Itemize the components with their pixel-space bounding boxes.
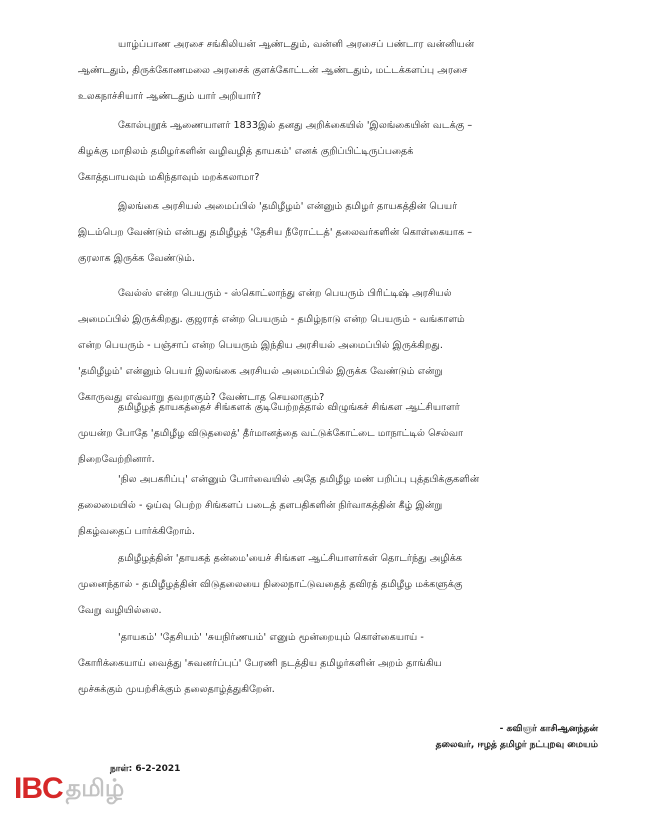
paragraph-3 (78, 194, 598, 272)
ibc-tamil-logo (14, 772, 124, 806)
paragraph-line: நிறைவேற்றினார். (78, 454, 155, 465)
paragraph-7 (78, 546, 598, 624)
paragraph-line: முயன்ற போதே 'தமிழீழ விடுதலைத்' தீர்மானத்தை வட்டுக்கோட்டை மாநாட்டில் செல்வா (78, 428, 464, 439)
paragraph-line: இடம்பெற வேண்டும் என்பது தமிழீழத் 'தேசிய நீரோட்டத்' தலைவர்களின் கொள்கையாக – (78, 227, 473, 238)
paragraph-line: கோல்புறூக் ஆணையாளர் 1833இல் தனது அறிக்கையில் 'இலங்கையின் வடக்கு – (118, 120, 473, 131)
paragraph-line: தமிழீழத்தின் 'தாயகத் தன்மை'யைச் சிங்கள ஆட்சியாளர்கள் தொடர்ந்து அழிக்க (118, 553, 463, 564)
paragraph-5 (78, 395, 598, 473)
paragraph-line: மூச்சுக்கும் முயற்சிக்கும் தலைதாழ்த்துகிறேன். (78, 684, 275, 695)
paragraph-line: உலகநாச்சியார் ஆண்டதும் யார் அறியார்? (78, 91, 262, 102)
paragraph-line: என்ற பெயரும் - பஞ்சாப் என்ற பெயரும் இந்திய அரசியல் அமைப்பில் இருக்கிறது. (78, 340, 444, 351)
signature-title: தலைவர், ஈழத் தமிழர் நட்புறவு மையம் (435, 740, 598, 750)
paragraph-line: வேறு வழியில்லை. (78, 605, 162, 616)
paragraph-line: கோருவது எவ்வாறு தவறாகும்? வேண்டாத செயலாகும்? (78, 392, 325, 403)
paragraph-line: கோரிக்கையாய் வைத்து 'சுவனர்ப்புப்' பேரணி நடத்திய தமிழர்களின் அறம் தாங்கிய (78, 658, 442, 669)
paragraph-line: கிழக்கு மாநிலம் தமிழர்களின் வழிவழித் தாயகம்' எனக் குறிப்பிட்டிருப்பதைக் (78, 146, 414, 157)
logo-suffix: தமிழ் (65, 773, 125, 802)
paragraph-line: முனைந்தால் - தமிழீழத்தின் விடுதலையை நிலைநாட்டுவதைத் தவிரத் தமிழீழ மக்களுக்கு (78, 579, 463, 590)
paragraph-8 (78, 625, 598, 703)
paragraph-line: தமிழீழத் தாயகத்தைச் சிங்களக் குடியேற்றத்தால் விழுங்கச் சிங்கள ஆட்சியாளர் (118, 402, 460, 413)
paragraph-line: 'நில அபகரிப்பு' என்னும் போர்வையில் அதே தமிழீழ மண் பறிப்பு புத்தபிக்குகளின் (118, 474, 480, 485)
paragraph-line: 'தாயகம்' 'தேசியம்' 'சுயநிர்ணயம்' எனும் மூன்றையும் கொள்கையாய் - (118, 632, 424, 643)
paragraph-4 (78, 281, 598, 411)
paragraph-line: குரலாக இருக்க வேண்டும். (78, 253, 196, 264)
paragraph-1 (78, 32, 598, 110)
logo-brand: IBC (14, 772, 63, 805)
paragraph-2 (78, 113, 598, 191)
document-date: நாள்: 6-2-2021 (110, 764, 181, 774)
paragraph-line: வேல்ஸ் என்ற பெயரும் - ஸ்கொட்லாந்து என்ற பெயரும் பிரிட்டிஷ் அரசியல் (118, 288, 452, 299)
signature-name: - கவிஞர் காசிஆனந்தன் (499, 724, 598, 734)
paragraph-line: இலங்கை அரசியல் அமைப்பில் 'தமிழீழம்' என்னும் தமிழர் தாயகத்தின் பெயர் (118, 201, 458, 212)
paragraph-line: யாழ்ப்பாண அரசை சங்கிலியன் ஆண்டதும், வன்னி அரசைப் பண்டார வன்னியன் (118, 39, 475, 50)
paragraph-line: நிகழ்வதைப் பார்க்கிறோம். (78, 526, 196, 537)
paragraph-6 (78, 467, 598, 545)
paragraph-line: அமைப்பில் இருக்கிறது. குஜராத் என்ற பெயரும் - தமிழ்நாடு என்ற பெயரும் - வங்காளம் (78, 314, 465, 325)
paragraph-line: ஆண்டதும், திருக்கோணமலை அரசைக் குளக்கோட்டன் ஆண்டதும், மட்டக்களப்பு அரசை (78, 65, 468, 76)
paragraph-line: கோத்தபாயவும் மகிந்தாவும் மறக்கலாமா? (78, 172, 260, 183)
paragraph-line: 'தமிழீழம்' என்னும் பெயர் இலங்கை அரசியல் அமைப்பில் இருக்க வேண்டும் என்று (78, 366, 443, 377)
paragraph-line: தலைமையில் - ஓய்வு பெற்ற சிங்களப் படைத் தளபதிகளின் நிர்வாகத்தின் கீழ் இன்று (78, 500, 443, 511)
